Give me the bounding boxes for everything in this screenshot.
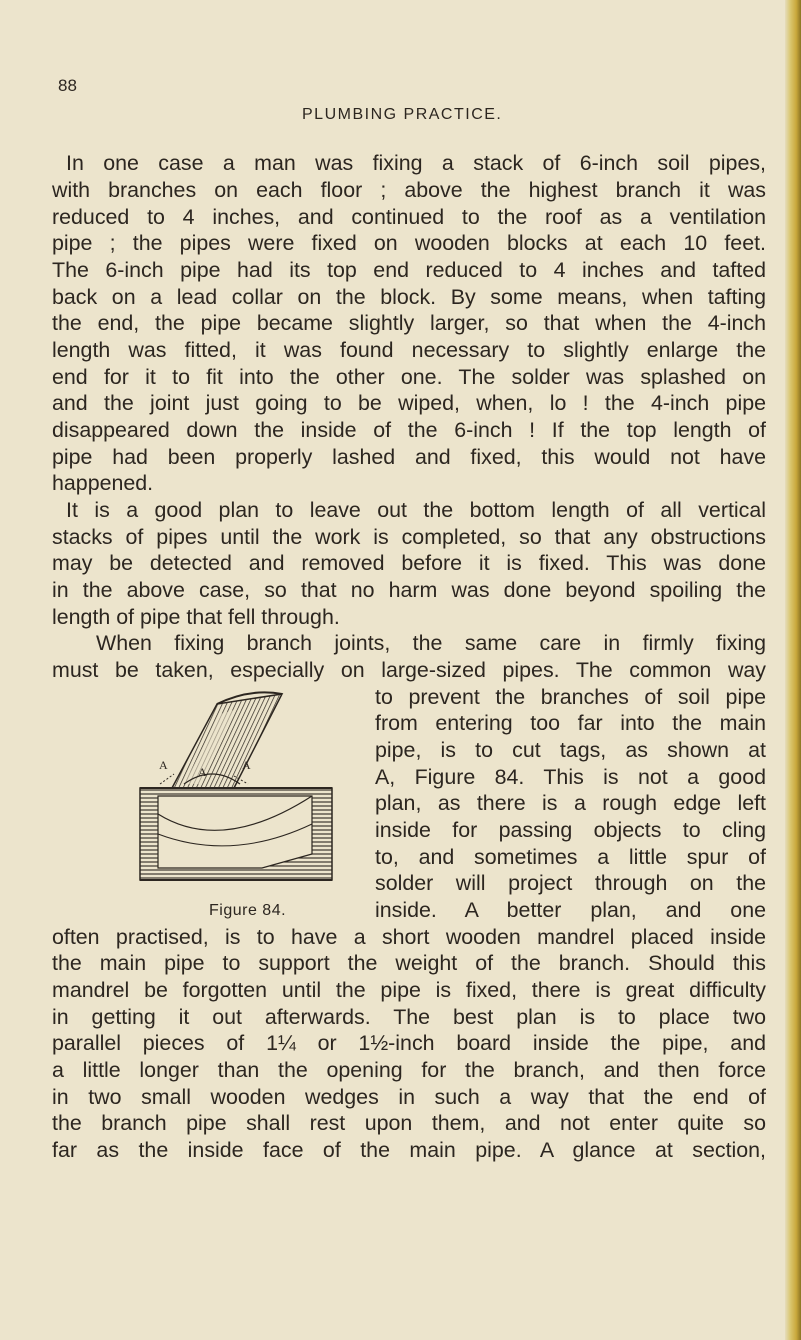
running-head: PLUMBING PRACTICE. (302, 106, 503, 123)
text-line: reduced to 4 inches, and continued to the roof as a ventilation (52, 205, 766, 229)
text-line: length was fitted, it was found necessary to slightly enlarge the (52, 338, 766, 362)
text-line: a little longer than the opening for the branch, and then force (52, 1058, 766, 1082)
text-line: the end, the pipe became slightly larger, so that when the 4-inch (52, 311, 766, 335)
text-line: plan, as there is a rough edge left (375, 791, 766, 815)
text-line: and the joint just going to be wiped, when, lo ! the 4-inch pipe (52, 391, 766, 415)
page-edge (785, 0, 801, 1340)
text-line: with branches on each floor ; above the highest branch it was (52, 178, 766, 202)
figure-caption: Figure 84. (209, 902, 287, 919)
text-line: mandrel be forgotten until the pipe is fixed, there is great difficulty (52, 978, 766, 1002)
text-line: often practised, is to have a short wooden mandrel placed inside (52, 925, 766, 949)
text-line: parallel pieces of 1¼ or 1½-inch board inside the pipe, and (52, 1031, 766, 1055)
text-line: solder will project through on the (375, 871, 766, 895)
text-line: the branch pipe shall rest upon them, and not enter quite so (52, 1111, 766, 1135)
text-line: may be detected and removed before it is fixed. This was done (52, 551, 766, 575)
text-line: inside for passing objects to cling (375, 818, 766, 842)
text-line: back on a lead collar on the block. By some means, when tafting (52, 285, 766, 309)
text-line: in the above case, so that no harm was done beyond spoiling the (52, 578, 766, 602)
main-pipe (140, 788, 332, 880)
text-line: pipe ; the pipes were fixed on wooden blocks at each 10 feet. (52, 231, 766, 255)
text-line: In one case a man was fixing a stack of 6-inch soil pipes, (66, 151, 766, 175)
text-line: far as the inside face of the main pipe. A glance at section, (52, 1138, 766, 1162)
text-line: end for it to fit into the other one. The solder was splashed on (52, 365, 766, 389)
text-line: disappeared down the inside of the 6-inch ! If the top length of (52, 418, 766, 442)
text-line: The 6-inch pipe had its top end reduced to 4 inches and tafted (52, 258, 766, 282)
text-line: When fixing branch joints, the same care in firmly fixing (96, 631, 766, 655)
text-line: pipe had been properly lashed and fixed, this would not have (52, 445, 766, 469)
text-line: pipe, is to cut tags, as shown at (375, 738, 766, 762)
text-line: inside. A better plan, and one (375, 898, 766, 922)
text-line: to, and sometimes a little spur of (375, 845, 766, 869)
figure-label-a-right: A (242, 758, 251, 772)
text-line: in getting it out afterwards. The best plan is to place two (52, 1005, 766, 1029)
text-line: length of pipe that fell through. (52, 605, 340, 629)
text-line: must be taken, especially on large-sized pipes. The common way (52, 658, 766, 682)
text-line: in two small wooden wedges in such a way that the end of (52, 1085, 766, 1109)
figure-84-pipe-diagram (112, 684, 357, 894)
text-line: A, Figure 84. This is not a good (375, 765, 766, 789)
page-number: 88 (58, 76, 77, 95)
text-line: happened. (52, 471, 154, 495)
text-line: the main pipe to support the weight of the branch. Should this (52, 951, 766, 975)
branch-pipe (172, 692, 282, 788)
text-line: stacks of pipes until the work is completed, so that any obstructions (52, 525, 766, 549)
figure-label-a-left: A (159, 758, 168, 772)
text-line: from entering too far into the main (375, 711, 766, 735)
text-line: to prevent the branches of soil pipe (375, 685, 766, 709)
text-line: It is a good plan to leave out the bottom length of all vertical (66, 498, 766, 522)
figure-label-a-center: A (198, 765, 207, 779)
